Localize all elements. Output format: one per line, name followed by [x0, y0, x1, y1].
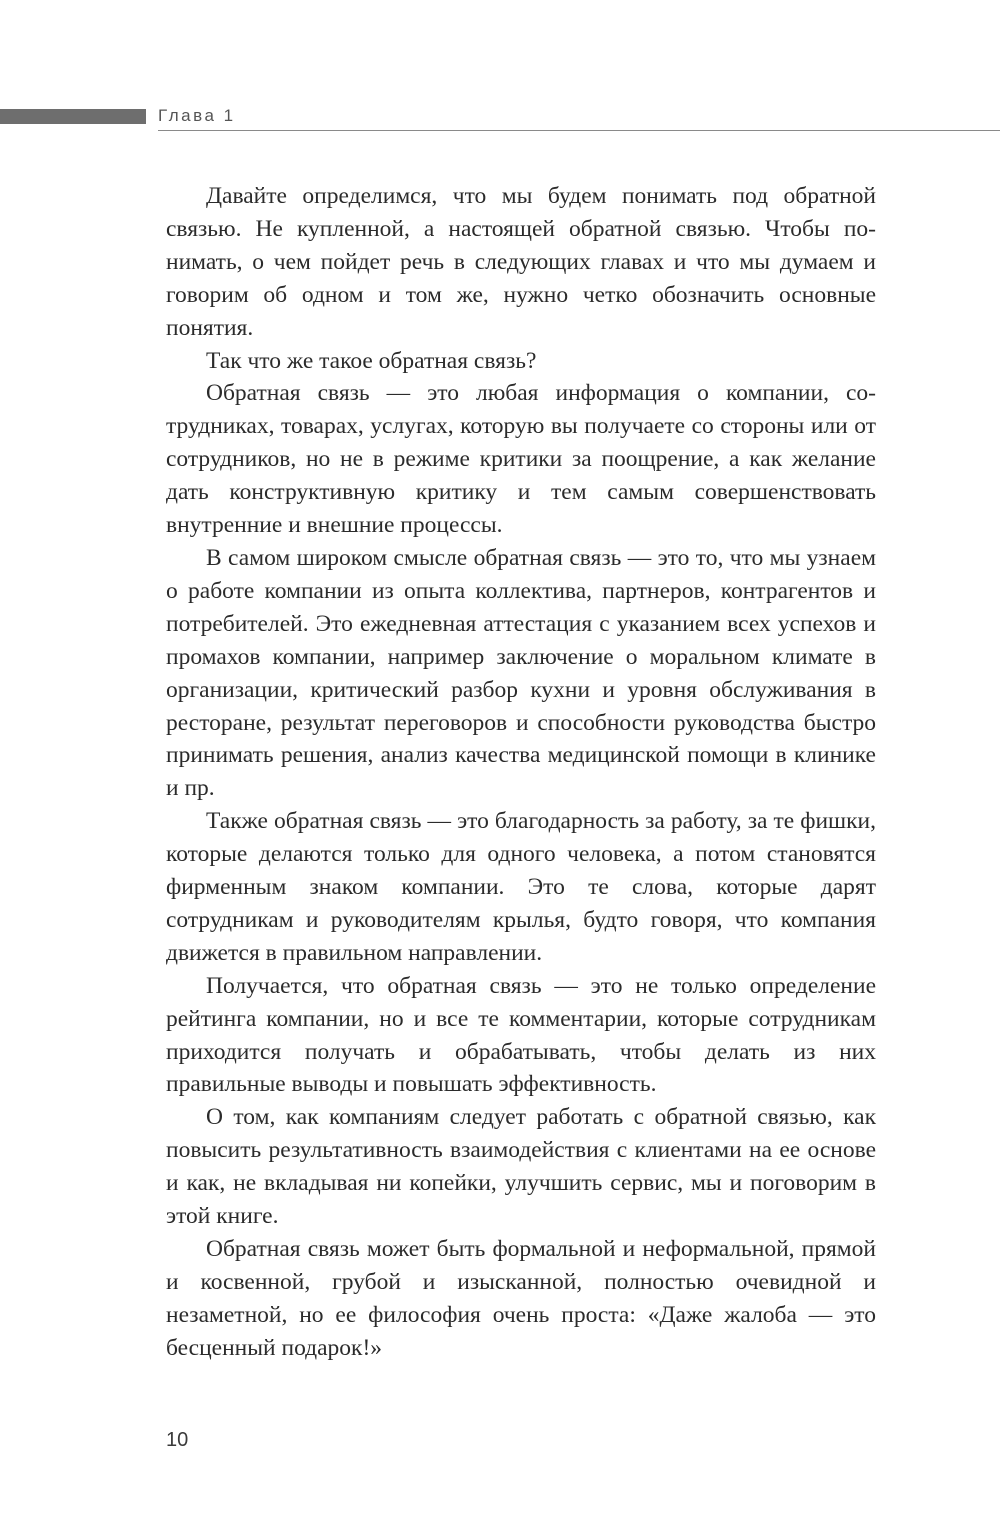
paragraph: Давайте определимся, что мы будем понимать под обратной связью. Не купленной, а настоящей обратной связью. Чтобы понимать, о чем пойдет речь в следующих главах и что мы думаем и говорим об одном и том же, нужно четко обозначить основные понятия. [166, 183, 876, 341]
paragraph: Также обратная связь — это благодарность за работу, за те фишки, которые делаются только для одного человека, а потом становятся фирменным знаком компании. Это те слова, которые дарят сотрудникам и руководителям крылья, будто говоря, что компания движется в правильном направлении. [166, 808, 876, 966]
paragraph: Получается, что обратная связь — это не только определение рейтинга компании, но и все те комментарии, которые сотрудникам приходится получать и обрабатывать, чтобы делать из них правильные выводы и повышать эффективность. [166, 972, 876, 1098]
paragraph: О том, как компаниям следует работать с обратной связью, как повысить результативность взаимодействия с клиентами на ее основе и как, не вкладывая ни копейки, улучшить сервис, мы и поговорим в этой книге. [166, 1104, 876, 1230]
paragraph: Так что же такое обратная связь? [206, 347, 537, 374]
page-number: 10 [166, 1429, 189, 1451]
header-rule [158, 130, 1000, 131]
paragraph: Обратная связь может быть формальной и неформальной, прямой и косвенной, грубой и изысканной, полностью очевидной и незаметной, но ее философия очень проста: «Даже жалоба — это бесценный подарок!» [166, 1236, 876, 1361]
paragraph: Обратная связь — это любая информация о компании, сотрудниках, товарах, услугах, которую вы получаете со стороны или от сотрудников, но не в режиме критики за поощрение, а как желание дать конструктивную критику и тем самым совершенствовать внутренние и внешние процессы. [166, 380, 876, 539]
chapter-label: Глава 1 [158, 106, 236, 125]
body-text [166, 180, 876, 1365]
header-accent-bar [0, 109, 146, 124]
paragraph: В самом широком смысле обратная связь — это то, что мы узнаем о работе компании из опыта коллектива, партнеров, контрагентов и потребителей. Это ежедневная аттестация с указанием всех успехов и промахов компании, например заключение о моральном климате в организации, критический разбор кухни и уровня обслуживания в ресторане, результат переговоров и способности руководства быстро принимать решения, анализ качества медицинской помощи в клинике и пр. [166, 544, 876, 802]
